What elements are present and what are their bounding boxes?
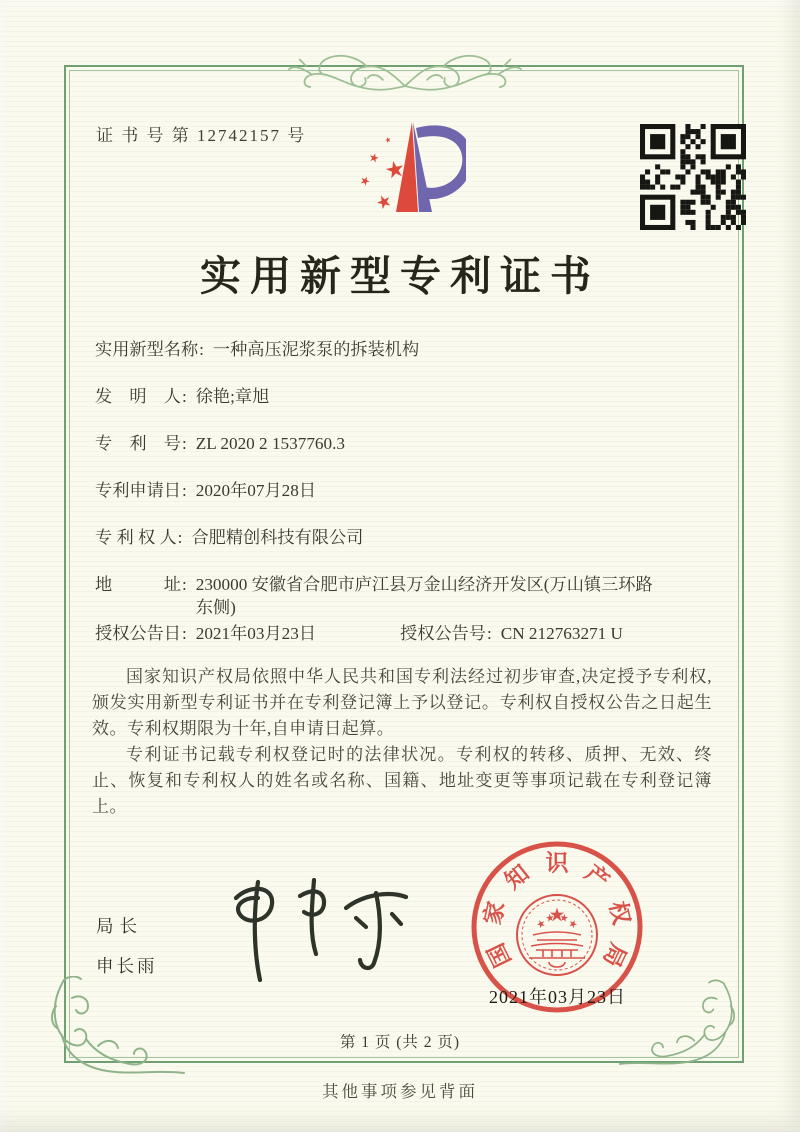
field-row-grant: [95, 622, 667, 645]
field-label: 地 址: [95, 575, 181, 594]
grant-number-group: 授权公告号 : CN 212763271 U: [400, 624, 623, 643]
field-row-patent-number: 专 利 号 : ZL 2020 2 1537760.3: [95, 432, 667, 455]
signer-name: 申长雨: [96, 956, 158, 976]
field-row-patentee: 专 利 权 人 : 合肥精创科技有限公司: [95, 526, 667, 549]
svg-text:局: 局: [598, 939, 631, 971]
grant-date-group: 授权公告日 : 2021年03月23日: [95, 624, 317, 643]
certificate-title: 实用新型专利证书: [200, 253, 600, 299]
field-value: 一种高压泥浆泵的拆装机构: [212, 340, 420, 359]
field-row-inventor: 发 明 人 : 徐艳;章旭: [95, 385, 667, 408]
field-value: 2020年07月28日: [195, 481, 317, 500]
legal-paragraph-1: 国家知识产权局依照中华人民共和国专利法经过初步审查,决定授予专利权,颁发实用新型专利证书并在专利登记簿上予以登记。专利权自授权公告之日起生效。专利权期限为十年,自申请日起算。: [92, 667, 712, 738]
field-value: 徐艳;章旭: [195, 387, 270, 406]
field-label: 授权公告号: [400, 624, 486, 643]
field-value: 2021年03月23日: [195, 624, 317, 643]
field-label: 实用新型名称: [95, 340, 199, 359]
field-row-invention-name: 实用新型名称 : 一种高压泥浆泵的拆装机构: [95, 338, 667, 361]
field-label: 发 明 人: [95, 387, 181, 406]
field-label: 专利申请日: [95, 481, 181, 500]
page-indicator: 第 1 页 (共 2 页): [339, 1034, 461, 1051]
qr-code: [640, 124, 746, 230]
field-row-filing-date: 专利申请日 : 2020年07月28日: [95, 479, 667, 502]
signer-title: 局长: [96, 916, 143, 936]
signer-block: [96, 906, 158, 986]
field-row-address: 地 址 : 230000 安徽省合肥市庐江县万金山经济开发区(万山镇三环路东侧): [95, 573, 667, 619]
certificate-fields: [95, 338, 667, 669]
back-note: 其他事项参见背面: [322, 1082, 478, 1101]
field-value: ZL 2020 2 1537760.3: [195, 434, 345, 453]
signature-shen-changyu-icon: [200, 866, 420, 994]
field-value: 合肥精创科技有限公司: [191, 528, 364, 547]
field-label: 专 利 权 人: [95, 528, 177, 547]
svg-text:权: 权: [604, 899, 635, 927]
svg-text:知: 知: [500, 860, 534, 894]
field-value: 230000 安徽省合肥市庐江县万金山经济开发区(万山镇三环路东侧): [195, 575, 653, 617]
svg-text:家: 家: [479, 899, 510, 927]
field-value: CN 212763271 U: [500, 624, 623, 643]
seal-date: 2021年03月23日: [489, 987, 626, 1007]
legal-paragraph-2: 专利证书记载专利权登记时的法律状况。专利权的转移、质押、无效、终止、恢复和专利权人的姓名或名称、国籍、地址变更等事项记载在专利登记簿上。: [92, 745, 712, 816]
svg-text:国: 国: [483, 939, 516, 971]
certificate-number: 证 书 号 第 12742157 号: [96, 126, 307, 145]
field-label: 专 利 号: [95, 434, 181, 453]
field-label: 授权公告日: [95, 624, 181, 643]
legal-text: [92, 664, 712, 820]
cnipa-logo-icon: [338, 110, 466, 230]
svg-text:识: 识: [545, 850, 569, 876]
svg-text:产: 产: [580, 860, 614, 894]
